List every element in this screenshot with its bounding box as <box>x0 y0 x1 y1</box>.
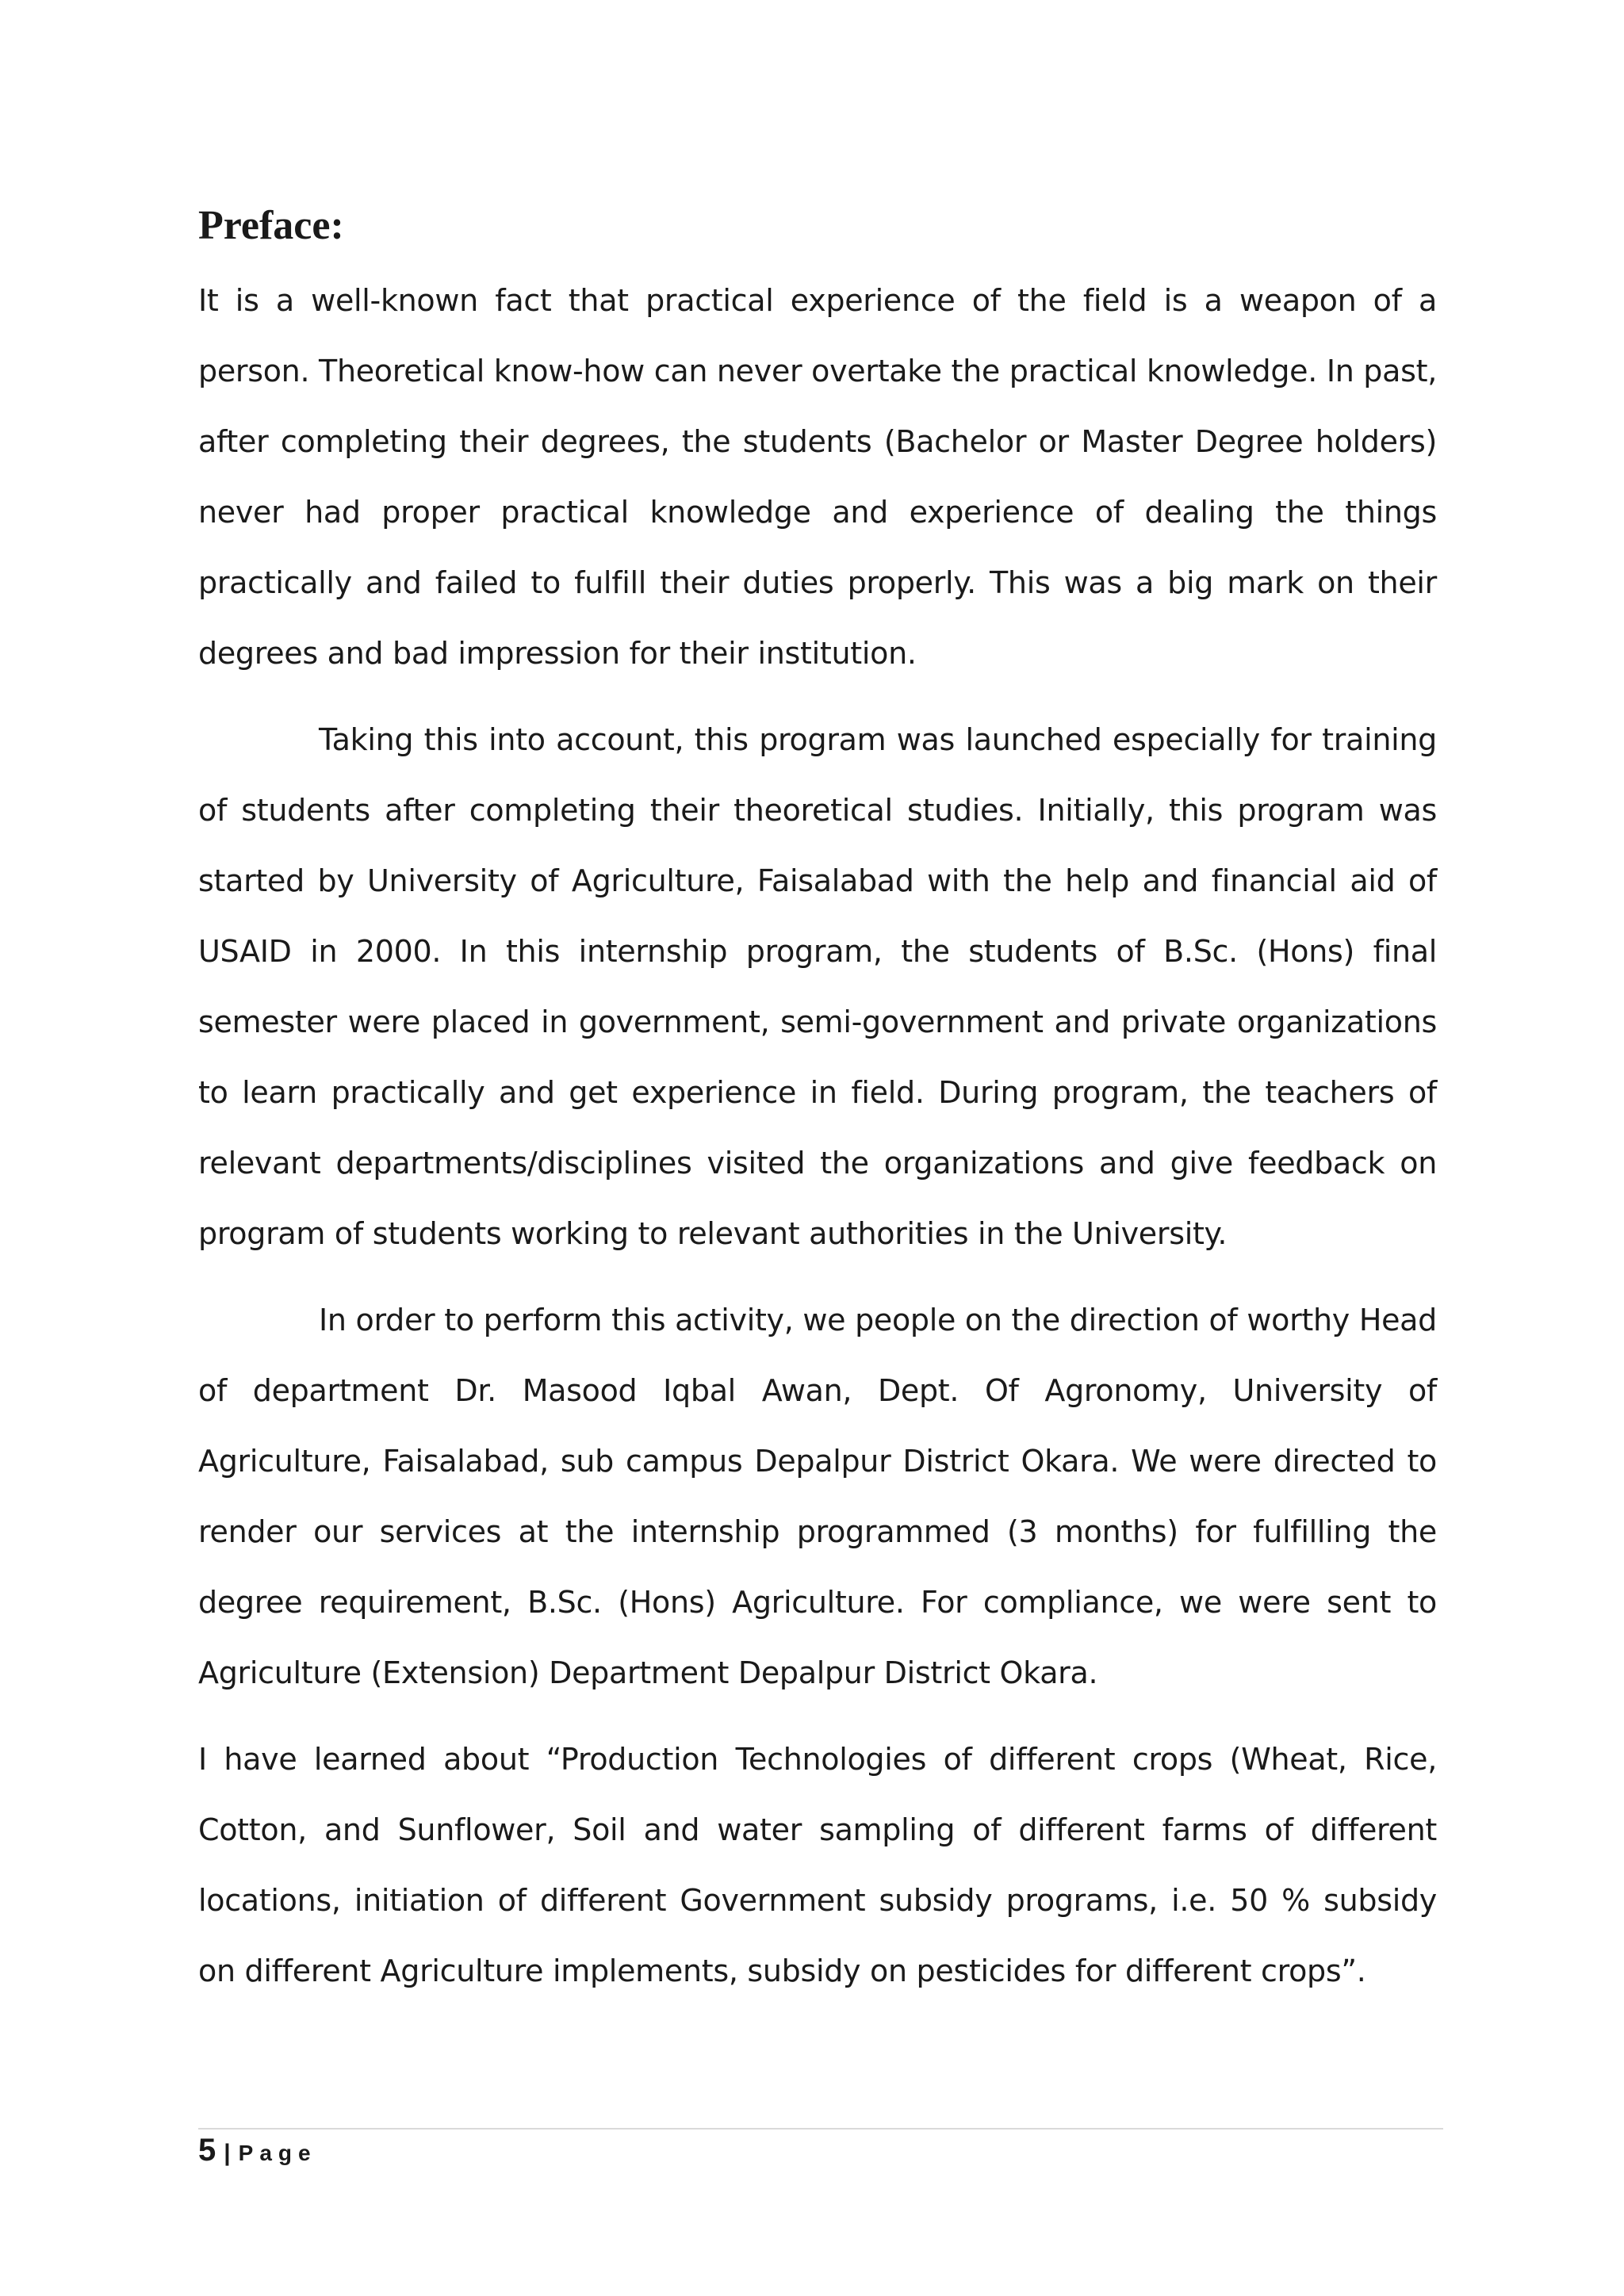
footer-separator: | <box>224 2140 231 2166</box>
paragraph-program: Taking this into account, this program was launched especially for training of students after completing their theoretical studies. Initially, this program was started by University of Agriculture, Faisalabad with the help and financial aid of USAID in 2000. In this internship program, the students of B.Sc. (Hons) final semester were placed in government, semi-government and private organizations to learn practically and get experience in field. During program, the teachers of relevant departments/disciplines visited the organizations and give feedback on program of students working to relevant authorities in the University. <box>198 722 1437 1251</box>
footer-divider <box>198 2128 1443 2130</box>
paragraph-activity: In order to perform this activity, we people on the direction of worthy Head of department Dr. Masood Iqbal Awan, Dept. Of Agronomy, University of Agriculture, Faisalabad, sub campus Depalpur District Okara. We were directed to render our services at the internship programmed (3 months) for fulfilling the degree requirement, B.Sc. (Hons) Agriculture. For compliance, we were sent to Agriculture (Extension) Department Depalpur District Okara. <box>198 1303 1437 1690</box>
paragraph-intro: It is a well-known fact that practical experience of the field is a weapon of a person. Theoretical know-how can never overtake the practical knowledge. In past, after completing their degrees, the students (Bachelor or Master Degree holders) never had proper practical knowledge and experience of dealing the things practically and failed to fulfill their duties properly. This was a big mark on their degrees and bad impression for their institution. <box>198 283 1437 671</box>
page-footer <box>198 2133 317 2168</box>
document-page <box>198 194 1437 2022</box>
paragraph-learned: I have learned about “Production Technologies of different crops (Wheat, Rice, Cotton, and Sunflower, Soil and water sampling of different farms of different locations, initiation of different Government subsidy programs, i.e. 50 % subsidy on different Agriculture implements, subsidy on pesticides for different crops”. <box>198 1742 1437 1988</box>
page-number: 5 <box>198 2133 216 2168</box>
page-heading: Preface: <box>198 203 344 248</box>
page-label: Page <box>238 2141 317 2165</box>
